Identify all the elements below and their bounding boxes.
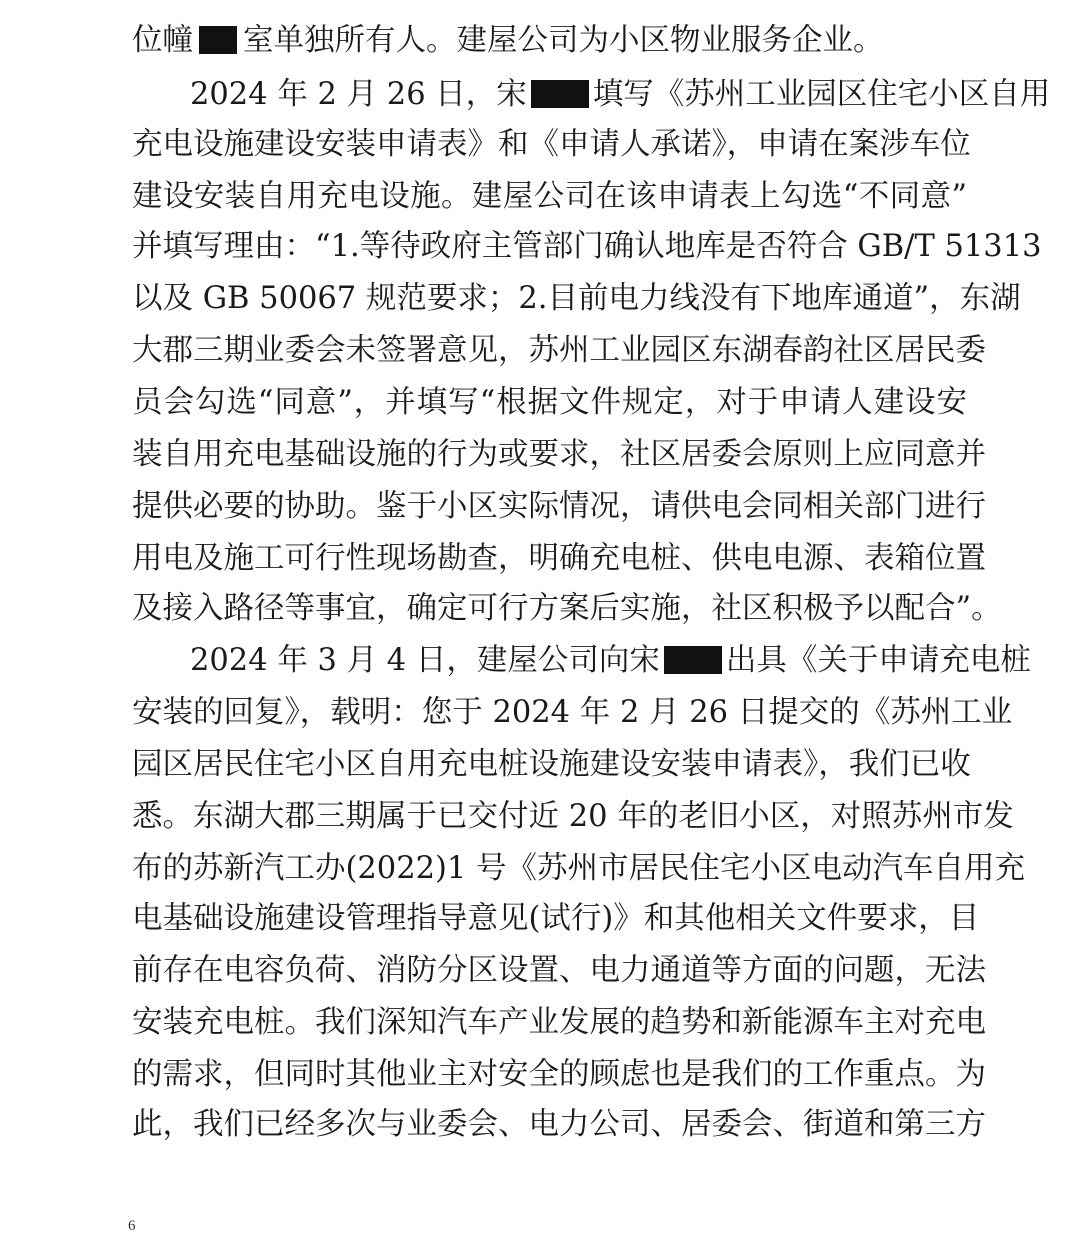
redaction-block xyxy=(199,26,237,54)
text-segment: 室单独所有人。建屋公司为小区物业服务企业。 xyxy=(243,23,884,58)
redaction-block xyxy=(664,646,722,674)
text-line-10: 提供必要的协助。鉴于小区实际情况，请供电会同相关部门进行 xyxy=(132,489,986,524)
text-segment: 2024 年 2 月 26 日，宋 xyxy=(190,77,527,112)
redaction-block xyxy=(531,80,589,108)
text-line-11: 用电及施工可行性现场勘查，明确充电桩、供电电源、表箱位置 xyxy=(132,541,986,576)
text-line-6: 以及 GB 50067 规范要求；2.目前电力线没有下地库通道”，东湖 xyxy=(132,281,1021,316)
text-line-3: 充电设施建设安装申请表》和《申请人承诺》，申请在案涉车位 xyxy=(132,127,971,162)
text-line-19: 前存在电容负荷、消防分区设置、电力通道等方面的问题，无法 xyxy=(132,953,986,988)
text-line-22: 此，我们已经多次与业委会、电力公司、居委会、街道和第三方 xyxy=(132,1107,986,1142)
text-line-7: 大郡三期业委会未签署意见，苏州工业园区东湖春韵社区居民委 xyxy=(132,333,986,368)
text-line-8: 员会勾选“同意”，并填写“根据文件规定，对于申请人建设安 xyxy=(132,385,967,420)
text-segment: 位幢 xyxy=(132,23,193,58)
text-line-20: 安装充电桩。我们深知汽车产业发展的趋势和新能源车主对充电 xyxy=(132,1005,986,1040)
text-segment: 填写《苏州工业园区住宅小区自用 xyxy=(592,77,1051,112)
text-line-4: 建设安装自用充电设施。建屋公司在该申请表上勾选“不同意” xyxy=(132,179,967,214)
text-line-5: 并填写理由：“1.等待政府主管部门确认地库是否符合 GB/T 51313 xyxy=(132,229,1042,264)
text-segment: 2024 年 3 月 4 日，建屋公司向宋 xyxy=(190,643,660,678)
text-line-12: 及接入路径等事宜，确定可行方案后实施，社区积极予以配合”。 xyxy=(132,591,1002,626)
text-line-16: 悉。东湖大郡三期属于已交付近 20 年的老旧小区，对照苏州市发 xyxy=(132,799,1014,834)
text-line-2 xyxy=(190,68,1051,122)
text-segment: 出具《关于申请充电桩 xyxy=(725,643,1031,678)
text-line-17: 布的苏新汽工办(2022)1 号《苏州市居民住宅小区电动汽车自用充 xyxy=(132,851,1026,886)
text-line-15: 园区居民住宅小区自用充电桩设施建设安装申请表》，我们已收 xyxy=(132,747,971,782)
text-line-21: 的需求，但同时其他业主对安全的顾虑也是我们的工作重点。为 xyxy=(132,1057,986,1092)
text-line-18: 电基础设施建设管理指导意见(试行)》和其他相关文件要求，目 xyxy=(132,901,980,936)
text-line-14: 安装的回复》，载明：您于 2024 年 2 月 26 日提交的《苏州工业 xyxy=(132,695,1013,730)
text-line-9: 装自用充电基础设施的行为或要求，社区居委会原则上应同意并 xyxy=(132,437,986,472)
text-line-13 xyxy=(190,634,1031,688)
page-number: 6 xyxy=(128,1218,136,1234)
text-line-1 xyxy=(132,14,967,68)
